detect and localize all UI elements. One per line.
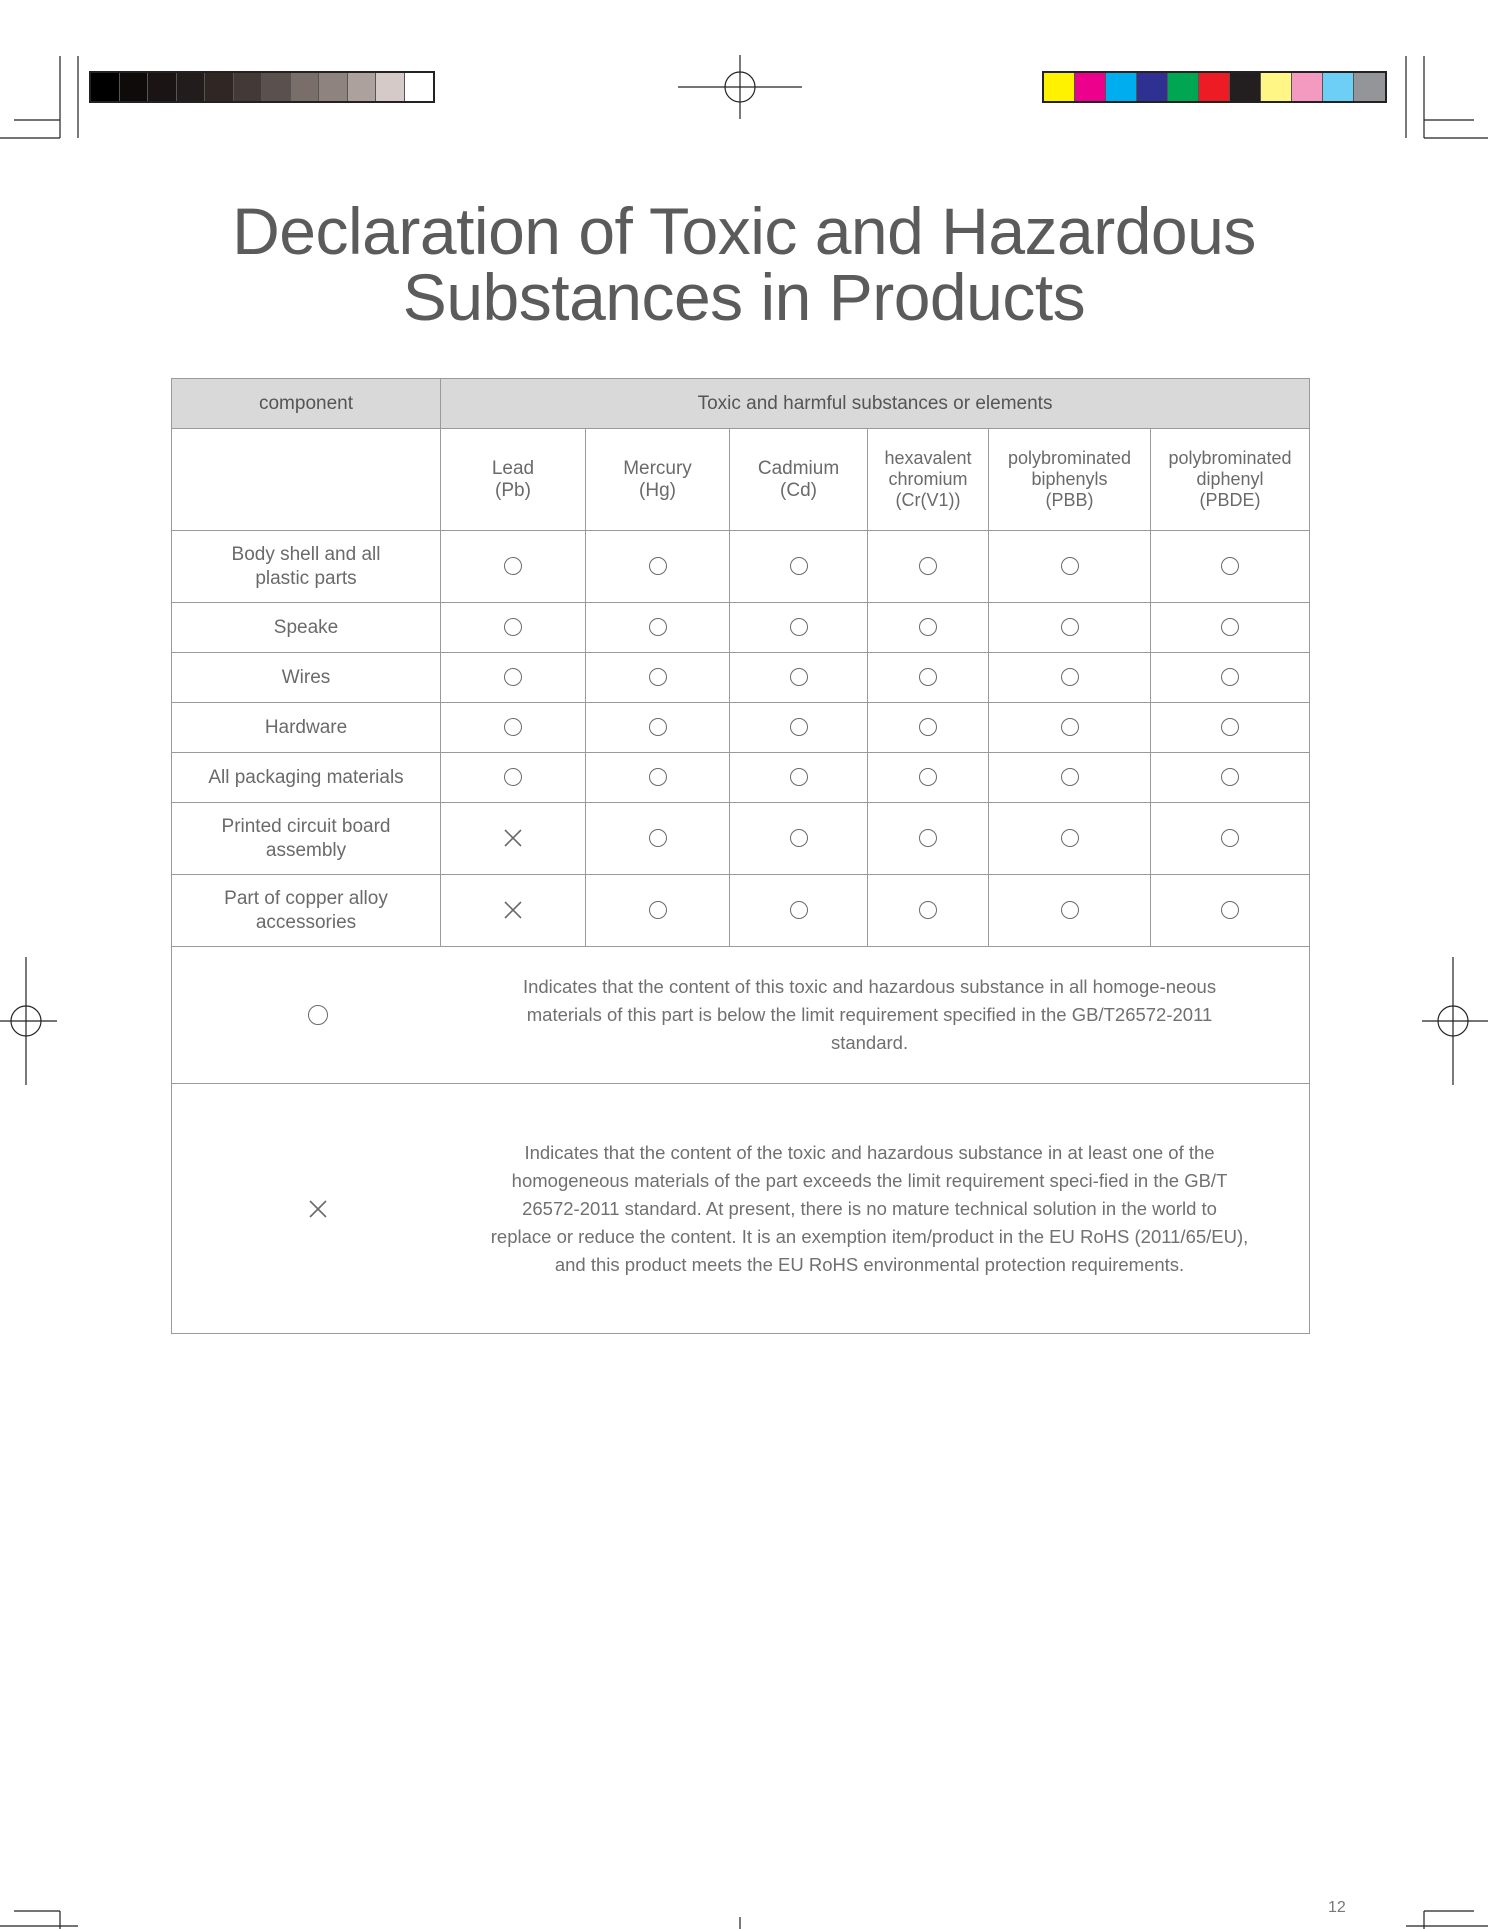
color-swatch xyxy=(234,73,263,101)
header-component: component xyxy=(172,379,441,429)
column-header xyxy=(868,429,989,531)
color-swatch xyxy=(262,73,291,101)
substance-cell xyxy=(868,531,989,603)
color-swatch xyxy=(1044,73,1075,101)
title-line-1: Declaration of Toxic and Hazardous xyxy=(232,194,1256,268)
legend-cross-text: Indicates that the content of the toxic and hazardous substance in at least one of the homogeneous materials of the part exceeds the limit requirement speci-fied in the GB/T 26572-2011 standard. At present, there is no mature technical solution in the world to replace or reduce the content. It is an exemption item/product in the EU RoHS (2011/65/EU), and this product meets the EU RoHS environmental protection requirements. xyxy=(490,1141,1249,1275)
component-name: Body shell and all plastic parts xyxy=(172,531,441,603)
table-row xyxy=(172,753,1310,803)
substance-cell xyxy=(586,703,730,753)
component-name: Speake xyxy=(172,603,441,653)
table-row xyxy=(172,531,1310,603)
circle-symbol-icon xyxy=(919,768,937,786)
color-swatch xyxy=(1137,73,1168,101)
legend-row-cross xyxy=(172,1084,1310,1334)
circle-symbol-icon xyxy=(649,668,667,686)
substance-cell xyxy=(730,531,868,603)
column-header-name: Mercury xyxy=(623,457,692,479)
circle-symbol-icon xyxy=(1221,618,1239,636)
color-swatch xyxy=(177,73,206,101)
table-row xyxy=(172,653,1310,703)
column-header-symbol: (Cd) xyxy=(780,479,817,501)
circle-symbol-icon xyxy=(790,718,808,736)
color-swatch xyxy=(120,73,149,101)
circle-symbol-icon xyxy=(1221,768,1239,786)
circle-symbol-icon xyxy=(504,618,522,636)
circle-symbol-icon xyxy=(649,768,667,786)
substance-cell xyxy=(730,803,868,875)
circle-symbol-icon xyxy=(1221,718,1239,736)
table-row xyxy=(172,875,1310,947)
substance-cell xyxy=(868,603,989,653)
color-swatch xyxy=(1199,73,1230,101)
circle-symbol-icon xyxy=(919,718,937,736)
substance-cell xyxy=(868,653,989,703)
legend-row-circle xyxy=(172,947,1310,1084)
column-header-symbol: (Cr(V1)) xyxy=(895,490,961,510)
substance-cell xyxy=(586,653,730,703)
color-swatch xyxy=(205,73,234,101)
component-name: All packaging materials xyxy=(172,753,441,803)
substance-cell xyxy=(730,653,868,703)
circle-symbol-icon xyxy=(919,618,937,636)
circle-symbol-icon xyxy=(1221,901,1239,919)
column-header-symbol: (PBB) xyxy=(1045,490,1094,510)
cross-symbol-icon xyxy=(308,1199,328,1219)
color-swatch xyxy=(1261,73,1292,101)
circle-symbol-icon xyxy=(649,557,667,575)
column-header-name: polybrominated biphenyls xyxy=(1007,448,1132,489)
color-swatch xyxy=(148,73,177,101)
color-swatch xyxy=(91,73,120,101)
substance-cell xyxy=(989,753,1151,803)
substance-cell xyxy=(989,603,1151,653)
circle-symbol-icon xyxy=(1061,668,1079,686)
component-name: Hardware xyxy=(172,703,441,753)
circle-symbol-icon xyxy=(504,718,522,736)
substance-cell xyxy=(441,603,586,653)
circle-symbol-icon xyxy=(790,901,808,919)
substance-cell xyxy=(868,803,989,875)
substance-cell xyxy=(868,753,989,803)
circle-symbol-icon xyxy=(1061,718,1079,736)
circle-symbol-icon xyxy=(649,718,667,736)
empty-header-cell xyxy=(172,429,441,531)
substance-cell xyxy=(1151,753,1310,803)
column-header-symbol: (PBDE) xyxy=(1199,490,1261,510)
page-number: 12 xyxy=(1328,1899,1346,1916)
substance-cell xyxy=(1151,875,1310,947)
table-row xyxy=(172,603,1310,653)
column-header-name: Lead xyxy=(491,457,535,479)
substance-cell xyxy=(1151,653,1310,703)
circle-symbol-icon xyxy=(919,901,937,919)
substance-cell xyxy=(586,603,730,653)
substance-cell xyxy=(730,703,868,753)
substance-cell xyxy=(730,875,868,947)
circle-symbol-icon xyxy=(649,829,667,847)
table-row xyxy=(172,703,1310,753)
circle-symbol-icon xyxy=(790,829,808,847)
circle-symbol-icon xyxy=(504,768,522,786)
substance-cell xyxy=(441,803,586,875)
color-swatch xyxy=(291,73,320,101)
substance-cell xyxy=(586,803,730,875)
circle-symbol-icon xyxy=(919,668,937,686)
substance-cell xyxy=(1151,603,1310,653)
color-swatch xyxy=(1168,73,1199,101)
circle-symbol-icon xyxy=(790,557,808,575)
circle-symbol-icon xyxy=(1061,768,1079,786)
column-header-name: Cadmium xyxy=(757,457,840,479)
substance-cell xyxy=(989,875,1151,947)
color-swatch xyxy=(319,73,348,101)
substance-cell xyxy=(730,603,868,653)
hazardous-substances-table xyxy=(171,378,1310,1334)
circle-symbol-icon xyxy=(1221,557,1239,575)
color-swatch xyxy=(405,73,434,101)
substance-cell xyxy=(586,753,730,803)
circle-symbol-icon xyxy=(504,557,522,575)
cmyk-color-bar xyxy=(1042,71,1387,103)
color-swatch xyxy=(1106,73,1137,101)
column-header-name: hexavalent chromium xyxy=(884,448,972,489)
header-substances: Toxic and harmful substances or elements xyxy=(441,379,1310,429)
circle-symbol-icon xyxy=(1061,829,1079,847)
legend-circle-text: Indicates that the content of this toxic and hazardous substance in all homoge-neous materials of this part is below the limit requirement specified in the GB/T26572-2011 standard. xyxy=(522,976,1217,1053)
circle-symbol-icon xyxy=(919,557,937,575)
title-line-2: Substances in Products xyxy=(402,260,1086,334)
circle-symbol-icon xyxy=(1061,901,1079,919)
circle-symbol-icon xyxy=(649,901,667,919)
substance-cell xyxy=(441,653,586,703)
substance-cell xyxy=(441,703,586,753)
substance-cell xyxy=(1151,531,1310,603)
table-row xyxy=(172,803,1310,875)
column-header-symbol: (Pb) xyxy=(495,479,531,501)
column-header-symbol: (Hg) xyxy=(639,479,676,501)
substance-cell xyxy=(441,875,586,947)
page-title xyxy=(0,194,1488,334)
substance-cell xyxy=(586,875,730,947)
substance-cell xyxy=(730,753,868,803)
circle-symbol-icon xyxy=(790,668,808,686)
substance-cell xyxy=(989,803,1151,875)
circle-symbol-icon xyxy=(1061,557,1079,575)
substance-cell xyxy=(1151,703,1310,753)
substance-cell xyxy=(1151,803,1310,875)
color-swatch xyxy=(1230,73,1261,101)
substance-cell xyxy=(989,703,1151,753)
circle-symbol-icon xyxy=(919,829,937,847)
column-header xyxy=(441,429,586,531)
color-swatch xyxy=(1323,73,1354,101)
column-header-name: polybrominated diphenyl xyxy=(1168,448,1292,489)
substance-cell xyxy=(989,531,1151,603)
circle-symbol-icon xyxy=(1221,668,1239,686)
substance-cell xyxy=(441,531,586,603)
substance-cell xyxy=(868,703,989,753)
column-header xyxy=(1151,429,1310,531)
component-name: Printed circuit board assembly xyxy=(172,803,441,875)
column-header xyxy=(989,429,1151,531)
circle-symbol-icon xyxy=(1061,618,1079,636)
circle-symbol-icon xyxy=(1221,829,1239,847)
substance-cell xyxy=(989,653,1151,703)
color-swatch xyxy=(348,73,377,101)
column-header xyxy=(730,429,868,531)
component-name: Part of copper alloy accessories xyxy=(172,875,441,947)
substance-cell xyxy=(868,875,989,947)
column-header xyxy=(586,429,730,531)
cross-symbol-icon xyxy=(503,828,523,848)
circle-symbol-icon xyxy=(308,1005,328,1025)
color-swatch xyxy=(1075,73,1106,101)
circle-symbol-icon xyxy=(649,618,667,636)
substance-column-headers xyxy=(172,429,1310,531)
component-name: Wires xyxy=(172,653,441,703)
color-swatch xyxy=(1354,73,1385,101)
color-swatch xyxy=(376,73,405,101)
circle-symbol-icon xyxy=(790,768,808,786)
table-header-row xyxy=(172,379,1310,429)
circle-symbol-icon xyxy=(790,618,808,636)
cross-symbol-icon xyxy=(503,900,523,920)
substance-cell xyxy=(586,531,730,603)
grayscale-color-bar xyxy=(89,71,435,103)
color-swatch xyxy=(1292,73,1323,101)
circle-symbol-icon xyxy=(504,668,522,686)
substance-cell xyxy=(441,753,586,803)
